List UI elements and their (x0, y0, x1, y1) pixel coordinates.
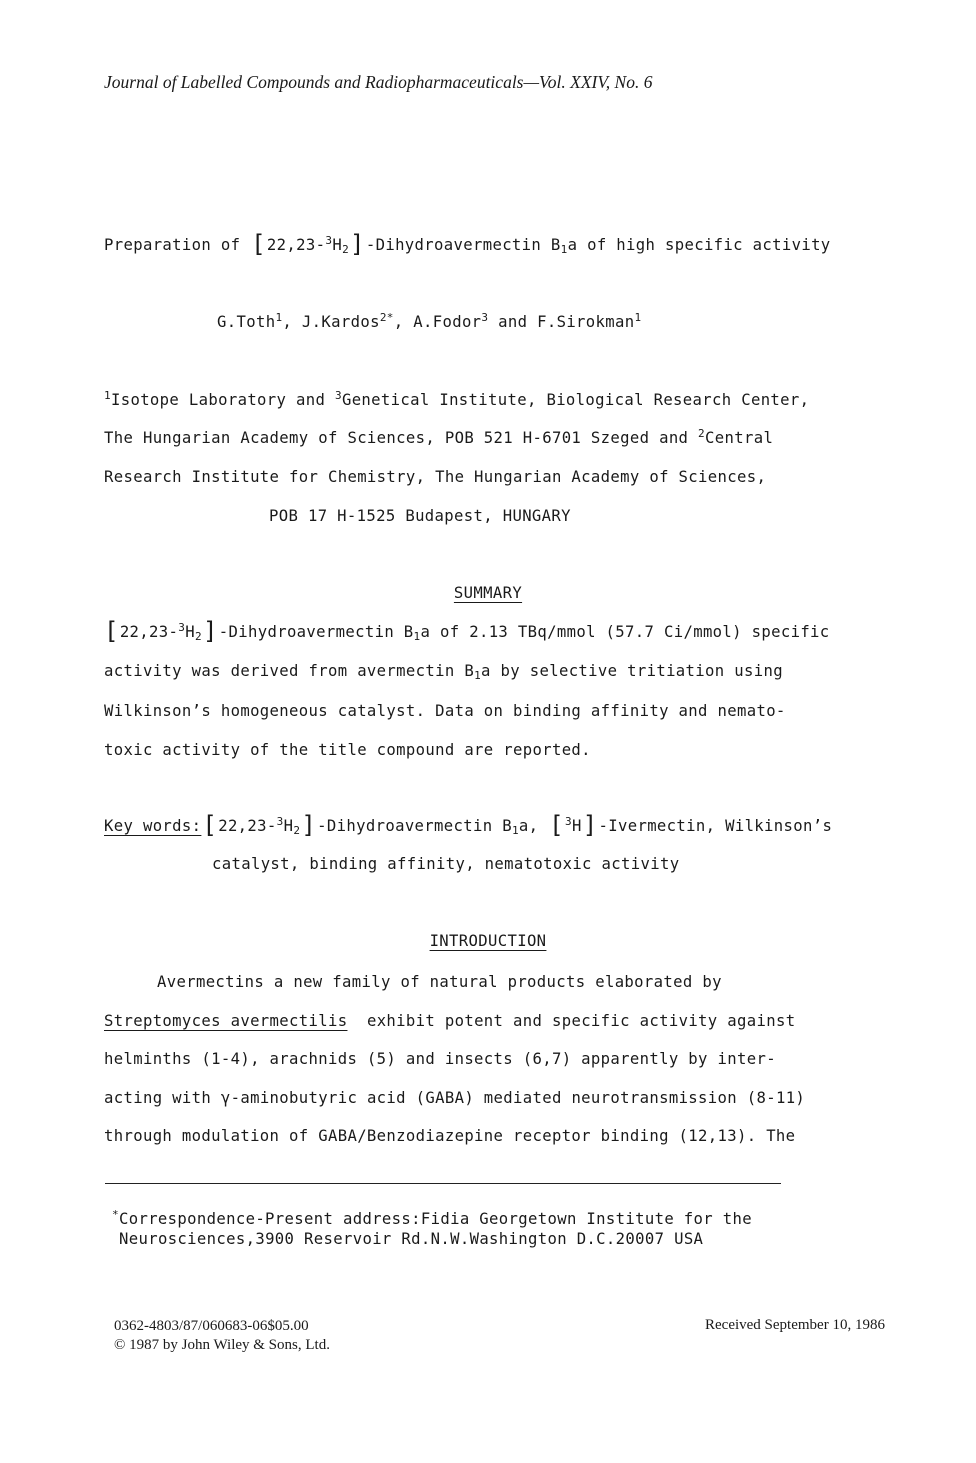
title-middle: -Dihydroavermectin B (365, 236, 561, 254)
footnote-line (112, 1210, 752, 1228)
keywords-sup: 3 (564, 815, 572, 828)
right-bracket: ] (301, 811, 317, 839)
left-bracket: [ (251, 230, 266, 258)
left-bracket: [ (104, 617, 119, 645)
summary-line: toxic activity of the title compound are reported. (104, 741, 591, 759)
keywords-line (104, 811, 833, 839)
affiliation-line (104, 429, 773, 447)
keywords-h: H (283, 817, 294, 835)
affiliation-text: Isotope Laboratory and (110, 391, 335, 409)
author-mark: 1 (634, 311, 642, 324)
affiliation-line: Research Institute for Chemistry, The Hungarian Academy of Sciences, (104, 468, 767, 486)
title-h: H (332, 236, 343, 254)
summary-text: a by selective tritiation using (481, 662, 783, 680)
title-sup: 3 (325, 234, 333, 247)
affiliation-text: Central (705, 429, 774, 447)
keywords-sub: 1 (511, 824, 519, 837)
summary-text: activity was derived from avermectin B (104, 662, 475, 680)
keywords-sup: 3 (276, 815, 284, 828)
intro-line (104, 1089, 805, 1107)
footnote-line: Neurosciences,3900 Reservoir Rd.N.W.Washington D.C.20007 USA (119, 1230, 704, 1248)
footnote-mark: * (112, 1208, 119, 1221)
summary-sub: 1 (474, 669, 482, 682)
title-label: 22,23- (266, 236, 326, 254)
summary-sup: 3 (178, 621, 186, 634)
summary-h: H (185, 623, 195, 641)
intro-text: acting with (104, 1089, 221, 1107)
right-bracket: ] (202, 617, 218, 645)
author-name: F.Sirokman (537, 313, 635, 331)
author-mark: 3 (481, 311, 489, 324)
summary-text: a of 2.13 TBq/mmol (57.7 Ci/mmol) specific (420, 623, 830, 641)
affiliation-mark: 2 (698, 427, 706, 440)
title-prefix: Preparation of (104, 236, 251, 254)
author-name: J.Kardos (301, 313, 380, 331)
author-separator: , (393, 313, 414, 331)
species-name: Streptomyces avermectilis (104, 1012, 348, 1030)
summary-b-sub: 1 (413, 630, 421, 643)
intro-line: through modulation of GABA/Benzodiazepine receptor binding (12,13). The (104, 1127, 796, 1145)
summary-mid: -Dihydroavermectin B (218, 623, 414, 641)
paper-title (104, 230, 831, 258)
affiliation-line: POB 17 H-1525 Budapest, HUNGARY (269, 507, 571, 525)
left-bracket: [ (549, 811, 564, 839)
left-bracket: [ (202, 811, 218, 839)
keywords-sub: 2 (293, 824, 301, 837)
gamma-symbol: γ (220, 1089, 231, 1107)
affiliation-mark: 3 (334, 389, 342, 402)
keywords-h: H (571, 817, 582, 835)
intro-text: exhibit potent and specific activity against (366, 1012, 796, 1030)
affiliation-text: The Hungarian Academy of Sciences, POB 521 H-6701 Szeged and (104, 429, 699, 447)
author-list (217, 313, 641, 331)
keywords-text: a, (518, 817, 549, 835)
author-separator: , (282, 313, 302, 331)
affiliation-mark: 1 (104, 389, 111, 402)
title-b-sub: 1 (560, 243, 568, 256)
introduction-heading: INTRODUCTION (429, 932, 547, 950)
author-and: and (488, 313, 538, 331)
author-mark: 1 (275, 311, 283, 324)
keywords-text: 22,23- (218, 817, 277, 835)
footnote-text: Correspondence-Present address:Fidia Georgetown Institute for the (118, 1210, 752, 1228)
copyright-line: © 1987 by John Wiley & Sons, Ltd. (114, 1337, 330, 1353)
intro-line (104, 1012, 795, 1030)
author-name: A.Fodor (413, 313, 482, 331)
keywords-label: Key words: (104, 817, 202, 835)
intro-line: helminths (1-4), arachnids (5) and insects (6,7) apparently by inter- (104, 1050, 776, 1068)
received-date: Received September 10, 1986 (705, 1317, 885, 1333)
article-code: 0362-4803/87/060683-06$05.00 (114, 1318, 309, 1334)
footnote-rule (105, 1183, 781, 1184)
right-bracket: ] (582, 811, 598, 839)
summary-line (104, 617, 830, 645)
summary-label: 22,23- (119, 623, 179, 641)
keywords-text: -Dihydroavermectin B (317, 817, 512, 835)
author-name: G.Toth (217, 313, 276, 331)
affiliation-text: Genetical Institute, Biological Research Center, (341, 391, 810, 409)
keywords-text: -Ivermectin, Wilkinson’s (598, 817, 833, 835)
intro-line: Avermectins a new family of natural products elaborated by (157, 973, 722, 991)
right-bracket: ] (350, 230, 365, 258)
summary-heading: SUMMARY (453, 584, 523, 602)
author-mark: 2* (379, 311, 394, 324)
journal-header: Journal of Labelled Compounds and Radiopharmaceuticals—Vol. XXIV, No. 6 (104, 72, 653, 92)
affiliation-line (104, 391, 809, 409)
summary-line: Wilkinson’s homogeneous catalyst. Data on binding affinity and nemato- (104, 702, 786, 720)
title-suffix: a of high specific activity (567, 236, 831, 254)
intro-text: -aminobutyric acid (GABA) mediated neurotransmission (8-11) (230, 1089, 806, 1107)
summary-line (104, 662, 783, 680)
title-sub: 2 (342, 243, 350, 256)
keywords-line: catalyst, binding affinity, nematotoxic activity (212, 855, 680, 873)
summary-sub: 2 (194, 630, 202, 643)
